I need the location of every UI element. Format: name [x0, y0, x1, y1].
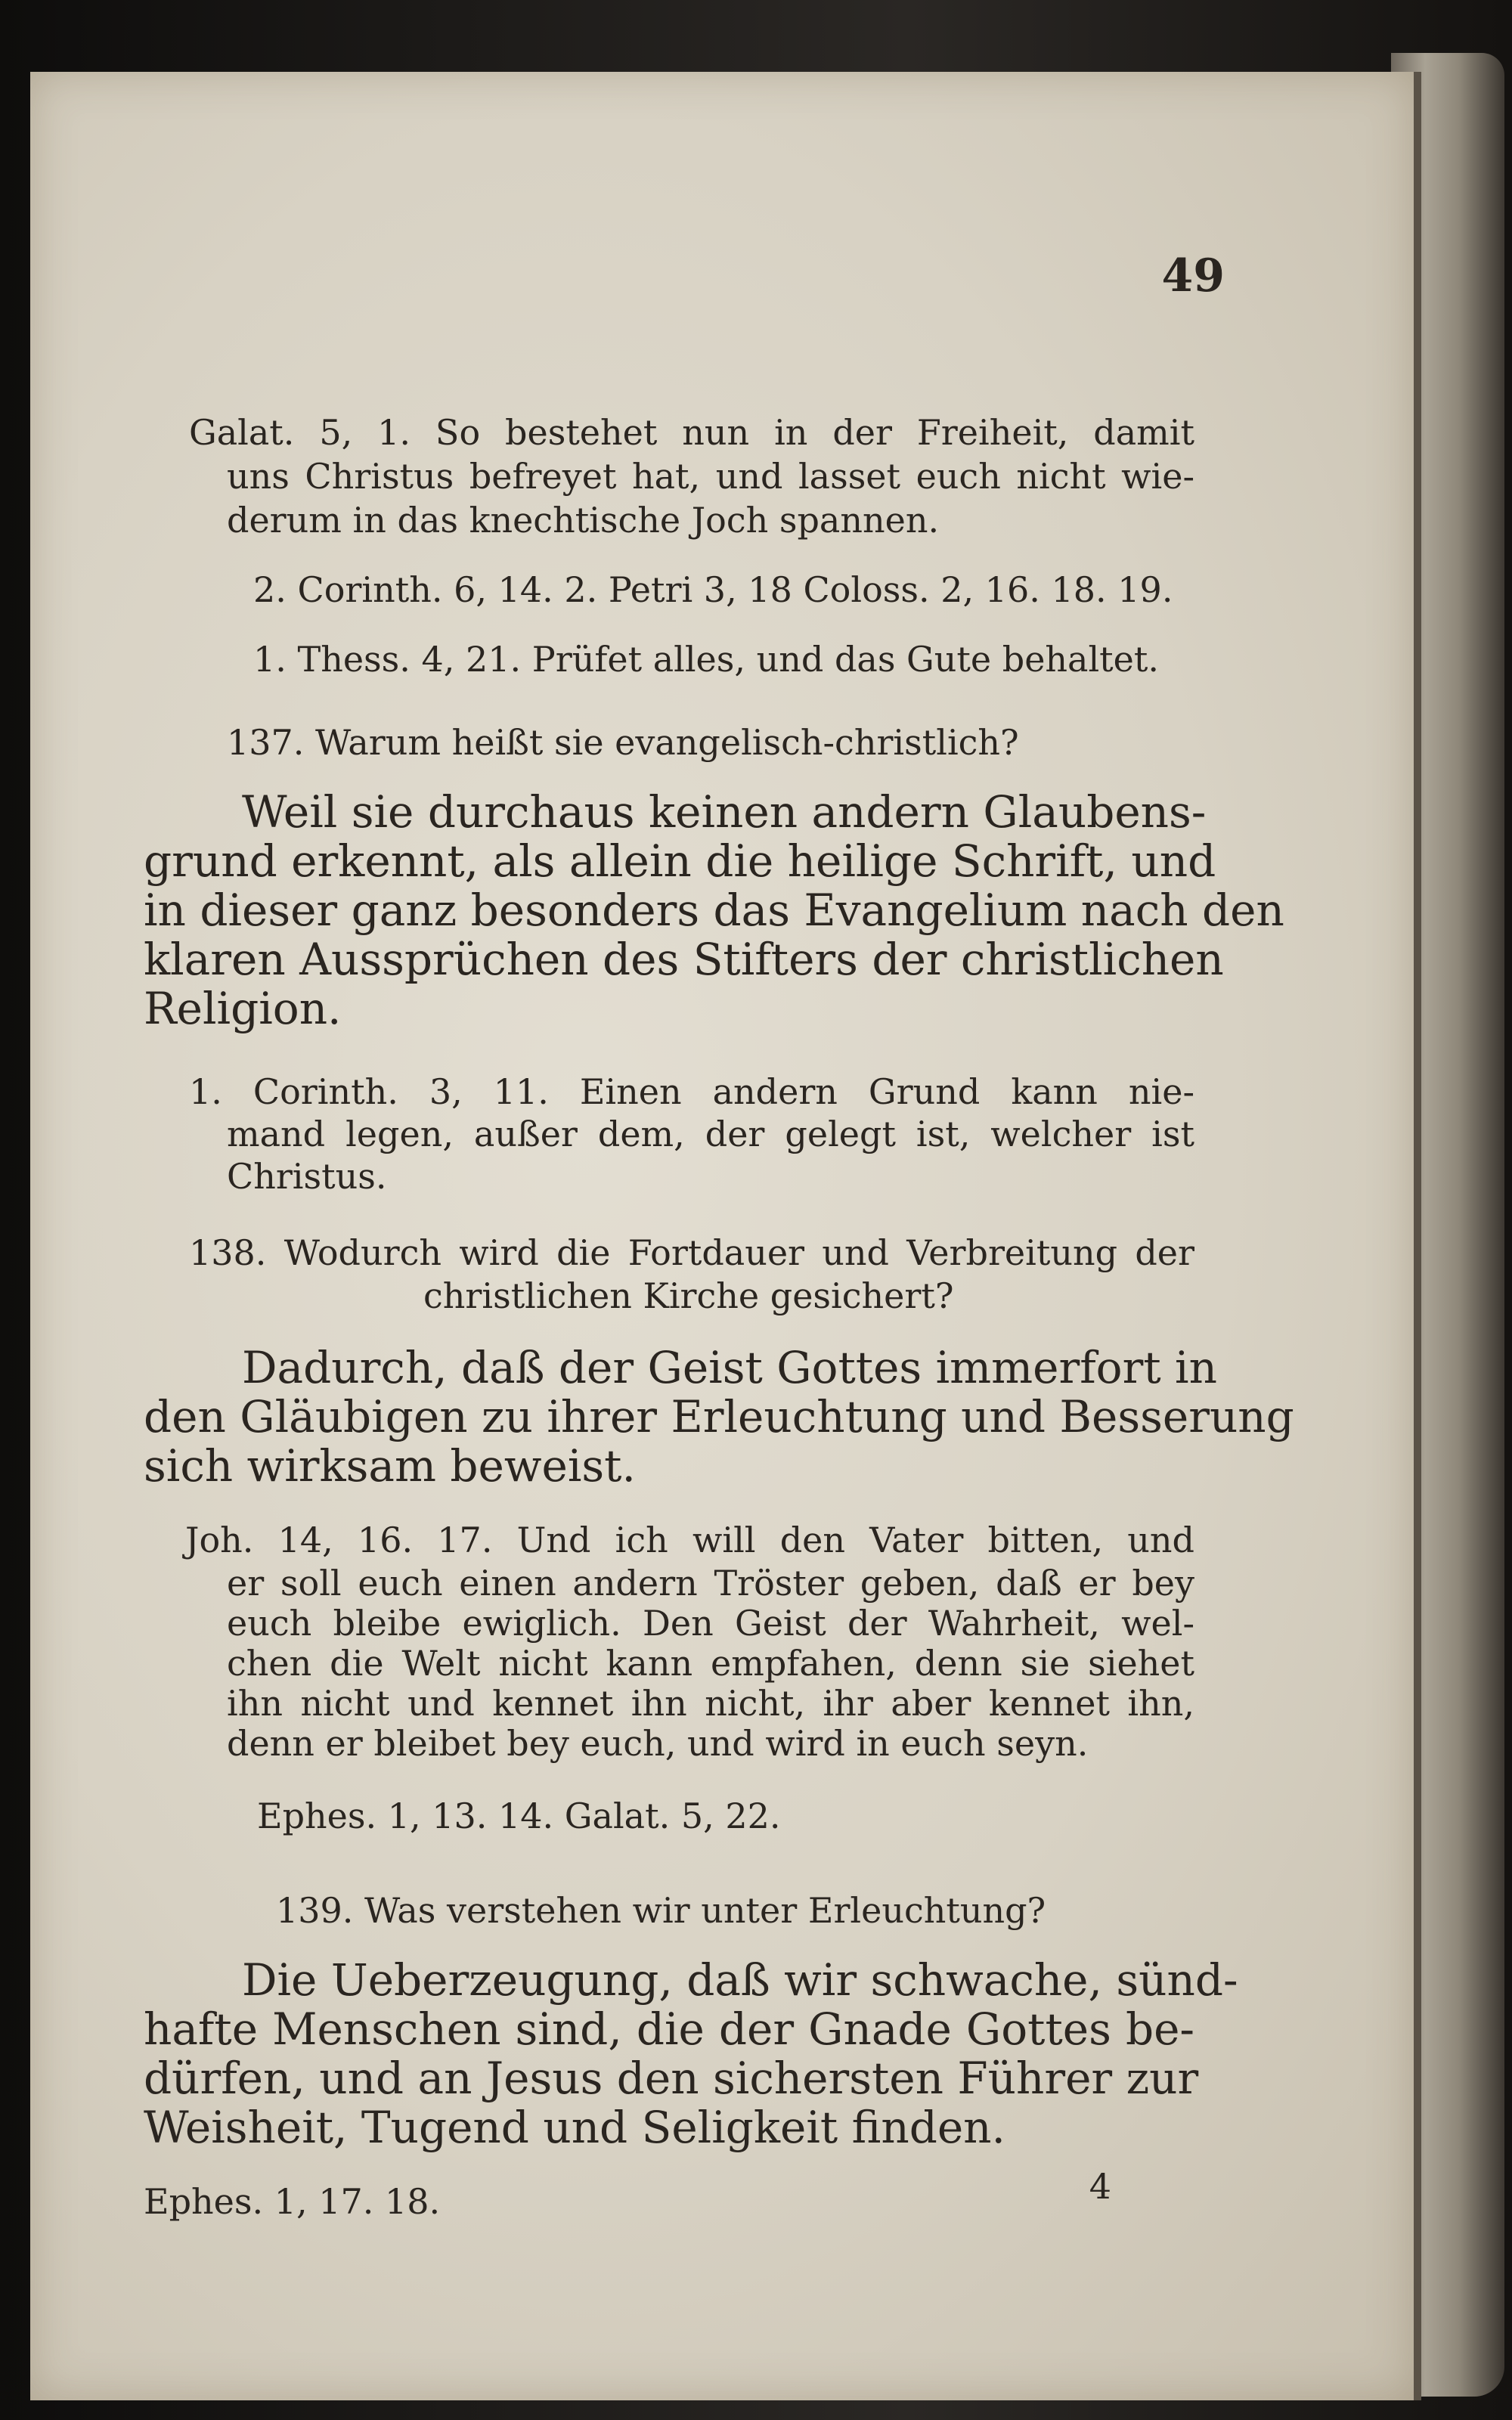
signature-mark: 4	[1089, 2166, 1111, 2207]
answer-line: grund erkennt, als allein die heilige Schrift, und	[144, 835, 1216, 887]
answer-line: Weisheit, Tugend und Seligkeit finden.	[144, 2102, 1005, 2153]
book-page	[30, 72, 1421, 2400]
text-line: chen die Welt nicht kann empfahen, denn sie siehet	[227, 1643, 1194, 1684]
question-139: 139. Was verstehen wir unter Erleuchtung?	[276, 1890, 1046, 1931]
text-line: 2. Corinth. 6, 14. 2. Petri 3, 18 Coloss. 2, 16. 18. 19.	[253, 569, 1173, 610]
answer-line: hafte Menschen sind, die der Gnade Gottes be-	[144, 2003, 1194, 2055]
answer-line: Religion.	[144, 983, 342, 1034]
answer-line: Weil sie durchaus keinen andern Glaubens-	[242, 786, 1207, 838]
text-line: uns Christus befreyet hat, und lasset euch nicht wie-	[227, 456, 1194, 497]
answer-line: klaren Aussprüchen des Stifters der christlichen	[144, 934, 1224, 985]
text-line: euch bleibe ewiglich. Den Geist der Wahrheit, wel-	[227, 1603, 1194, 1644]
text-line: Joh. 14, 16. 17. Und ich will den Vater bitten, und	[185, 1520, 1194, 1560]
text-line: 1. Thess. 4, 21. Prüfet alles, und das Gute behaltet.	[253, 639, 1159, 680]
answer-line: dürfen, und an Jesus den sichersten Führer zur	[144, 2053, 1199, 2104]
answer-line: in dieser ganz besonders das Evangelium nach den	[144, 885, 1284, 936]
question-138-cont: christlichen Kirche gesichert?	[423, 1275, 954, 1316]
page-text-block	[144, 72, 1294, 2400]
answer-line: Die Ueberzeugung, daß wir schwache, sünd-	[242, 1954, 1238, 2006]
text-line: Galat. 5, 1. So bestehet nun in der Freiheit, damit	[189, 412, 1194, 453]
answer-line: den Gläubigen zu ihrer Erleuchtung und Besserung	[144, 1391, 1294, 1442]
text-line: Ephes. 1, 13. 14. Galat. 5, 22.	[257, 1796, 781, 1836]
text-line: mand legen, außer dem, der gelegt ist, welcher ist	[227, 1114, 1194, 1154]
text-line: Ephes. 1, 17. 18.	[144, 2181, 441, 2222]
answer-line: Dadurch, daß der Geist Gottes immerfort in	[242, 1342, 1217, 1393]
text-line: 1. Corinth. 3, 11. Einen andern Grund kann nie-	[189, 1071, 1194, 1112]
page-number: 49	[1161, 249, 1225, 302]
text-line: ihn nicht und kennet ihn nicht, ihr aber kennet ihn,	[227, 1683, 1194, 1724]
text-line: Christus.	[227, 1156, 387, 1197]
text-line: denn er bleibet bey euch, und wird in euch seyn.	[227, 1723, 1089, 1764]
answer-line: sich wirksam beweist.	[144, 1440, 636, 1492]
text-line: er soll euch einen andern Tröster geben, daß er bey	[227, 1563, 1194, 1604]
question-137: 137. Warum heißt sie evangelisch-christlich?	[227, 722, 1019, 763]
text-line: derum in das knechtische Joch spannen.	[227, 500, 940, 541]
question-138: 138. Wodurch wird die Fortdauer und Verbreitung der	[189, 1232, 1194, 1273]
